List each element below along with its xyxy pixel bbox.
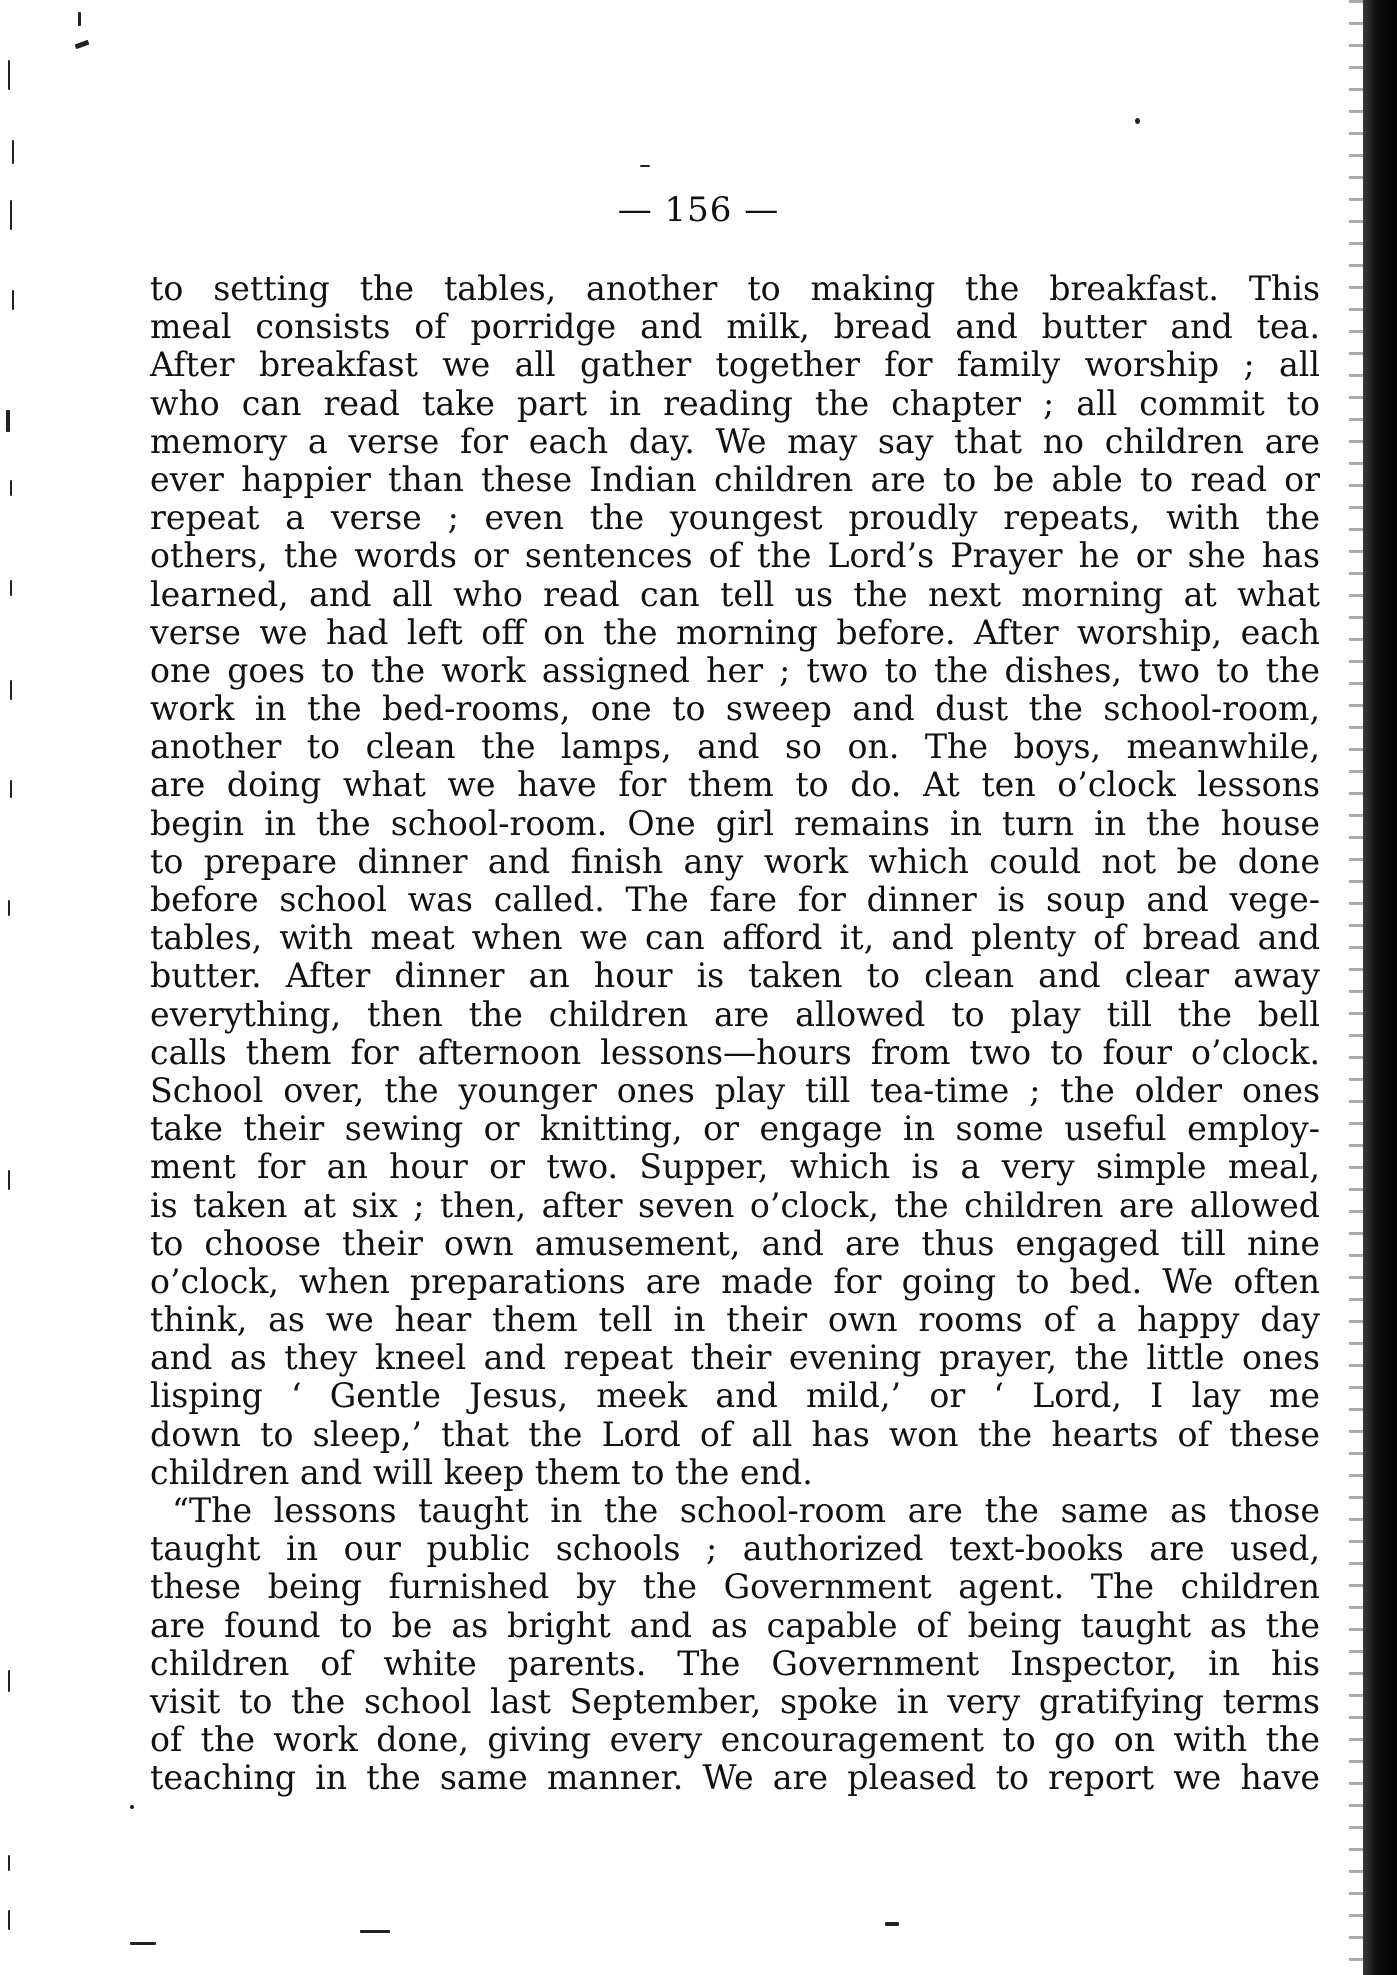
speck: [360, 1930, 390, 1933]
text-line: is taken at six ; then, after seven o’clock, the children are allowed: [150, 1185, 1320, 1225]
text-line: think, as we hear them tell in their own rooms of a happy day: [150, 1300, 1320, 1340]
speck: [130, 1805, 134, 1809]
text-line: these being furnished by the Government agent. The children: [150, 1567, 1320, 1607]
text-line: who can read take part in reading the chapter ; all commit to: [150, 383, 1320, 423]
text-line: o’clock, when preparations are made for going to bed. We often: [150, 1261, 1320, 1301]
text-line: another to clean the lamps, and so on. The boys, meanwhile,: [150, 727, 1320, 767]
text-line: repeat a verse ; even the youngest proudly repeats, with the: [150, 498, 1320, 538]
text-line: memory a verse for each day. We may say that no children are: [150, 421, 1320, 461]
text-line: take their sewing or knitting, or engage in some useful employ-: [150, 1109, 1320, 1149]
speck: [8, 60, 10, 90]
speck: [10, 680, 12, 700]
speck: [8, 1170, 10, 1190]
text-line: begin in the school-room. One girl remains in turn in the house: [150, 803, 1320, 843]
speck: [75, 40, 90, 49]
speck: [12, 140, 14, 164]
speck: [885, 1922, 899, 1926]
text-line: down to sleep,’ that the Lord of all has won the hearts of these: [150, 1414, 1320, 1454]
text-line: School over, the younger ones play till tea-time ; the older ones: [150, 1070, 1320, 1110]
text-line: visit to the school last September, spoke in very gratifying terms: [150, 1681, 1320, 1721]
text-line: tables, with meat when we can afford it, and plenty of bread and: [150, 918, 1320, 958]
text-line: and as they kneel and repeat their evening prayer, the little ones: [150, 1338, 1320, 1378]
text-line: verse we had left off on the morning before. After worship, each: [150, 612, 1320, 652]
text-line: lisping ‘ Gentle Jesus, meek and mild,’ or ‘ Lord, I lay me: [150, 1376, 1320, 1416]
speck: [6, 410, 10, 432]
text-line: one goes to the work assigned her ; two to the dishes, two to the: [150, 650, 1320, 690]
text-line: meal consists of porridge and milk, bread and butter and tea.: [150, 307, 1320, 347]
speck: [8, 1670, 10, 1692]
text-line: children of white parents. The Government Inspector, in his: [150, 1643, 1320, 1683]
speck: [8, 900, 10, 916]
text-line: to choose their own amusement, and are thus engaged till nine: [150, 1223, 1320, 1263]
binding-edge: [1363, 0, 1397, 1975]
text-line: to prepare dinner and finish any work which could not be done: [150, 841, 1320, 881]
paragraph: [150, 270, 1320, 1492]
text-line: work in the bed-rooms, one to sweep and dust the school-room,: [150, 689, 1320, 729]
speck: [10, 580, 12, 596]
text-line: taught in our public schools ; authorized text-books are used,: [150, 1529, 1320, 1569]
text-line: of the work done, giving every encouragement to go on with the: [150, 1720, 1320, 1760]
speck: [130, 1942, 156, 1945]
text-line: before school was called. The fare for dinner is soup and vege-: [150, 880, 1320, 919]
text-line: butter. After dinner an hour is taken to clean and clear away: [150, 956, 1320, 996]
text-line: others, the words or sentences of the Lord’s Prayer he or she has: [150, 536, 1320, 576]
text-line: learned, and all who read can tell us the next morning at what: [150, 574, 1320, 614]
text-line: After breakfast we all gather together for family worship ; all: [150, 345, 1320, 385]
page-number: — 156 —: [617, 190, 780, 230]
margin-specks: [0, 0, 60, 1975]
speck: [8, 1910, 10, 1930]
speck: [12, 290, 14, 310]
text-line: ever happier than these Indian children are to be able to read or: [150, 459, 1320, 499]
speck: [640, 165, 650, 167]
text-line: “The lessons taught in the school-room are the same as those: [172, 1491, 1320, 1530]
speck: [1135, 118, 1140, 124]
speck: [10, 480, 12, 496]
text-line: teaching in the same manner. We are pleased to report we have: [150, 1758, 1320, 1798]
body-text: [150, 270, 1320, 1798]
speck: [78, 12, 81, 26]
text-line: children and will keep them to the end.: [150, 1452, 813, 1492]
speck: [10, 780, 12, 798]
text-line: everything, then the children are allowed to play till the bell: [150, 994, 1320, 1034]
paragraph: [150, 1492, 1320, 1798]
text-line: calls them for afternoon lessons—hours from two to four o’clock.: [150, 1032, 1320, 1072]
text-line: to setting the tables, another to making the breakfast. This: [150, 269, 1320, 308]
text-line: ment for an hour or two. Supper, which is a very simple meal,: [150, 1147, 1320, 1187]
text-line: are found to be as bright and as capable of being taught as the: [150, 1605, 1320, 1645]
text-line: are doing what we have for them to do. At ten o’clock lessons: [150, 765, 1320, 805]
speck: [8, 1855, 10, 1871]
